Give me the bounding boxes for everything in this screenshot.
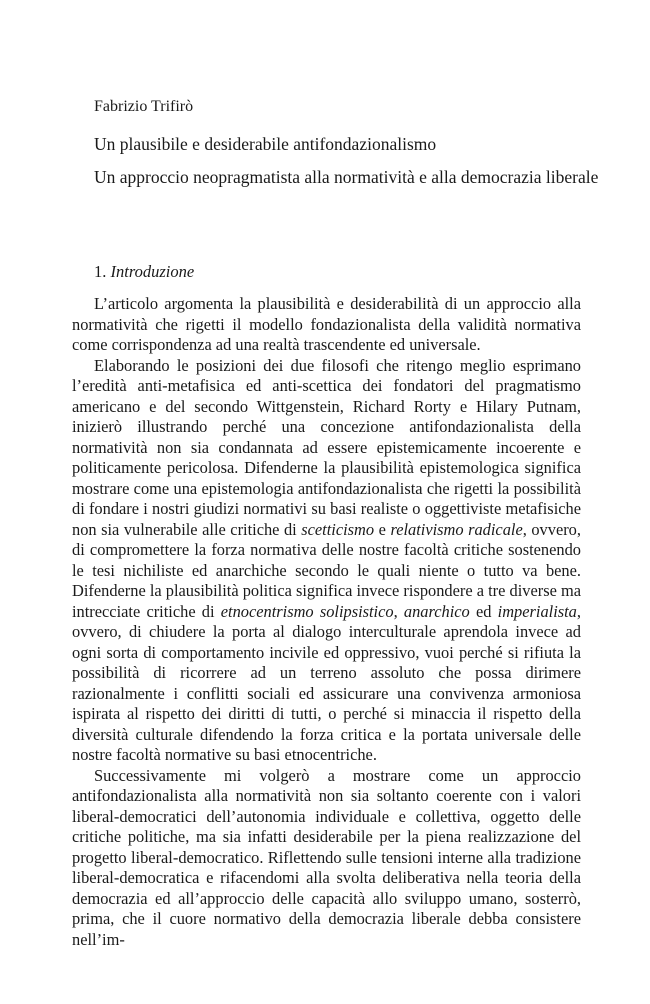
author-name: Fabrizio Trifirò — [94, 98, 194, 115]
article-title: Un plausibile e desiderabile antifondazionalismo — [94, 134, 437, 154]
emphasis-imperialista: imperialista — [497, 601, 577, 621]
emphasis-scetticismo: scetticismo — [301, 519, 375, 539]
paragraph-2-text: , — [393, 601, 404, 621]
paragraph-1: L’articolo argomenta la plausibilità e desiderabilità di un approccio alla normatività che rigetti il modello fondazionalista della validità normativa come corrispondenza ad una realtà trascendente ed universale. — [72, 294, 581, 354]
article-subtitle: Un approccio neopragmatista alla normatività e alla democrazia liberale — [94, 167, 599, 187]
paragraph-2 — [72, 356, 581, 766]
section-heading — [94, 262, 194, 282]
paragraph-2-text: e — [374, 519, 391, 539]
body-text — [72, 294, 581, 950]
emphasis-anarchico: anarchico — [403, 601, 470, 621]
section-name: Introduzione — [110, 262, 195, 281]
emphasis-etnocentrismo: etnocentrismo solipsistico — [220, 601, 394, 621]
paragraph-2-text: Elaborando le posizioni dei due filosofi che ritengo meglio esprimano l’eredità anti-metafisica ed anti-scettica dei fondatori del pragmatismo americano e del secondo Wittgenstein, Richard Rorty e Hilary Putnam, inizierò illustrando perché una concezione antifondazionalista della normatività non sia condannata ad essere epistemicamente incoerente e politicamente pericolosa. Difenderne la plausibilità epistemologica significa mostrare come una epistemologia antifondazionalista che rigetti la possibilità di fondare i nostri giudizi normativi su basi realiste o oggettiviste metafisiche non sia vulnerabile alle critiche di — [72, 355, 581, 539]
paragraph-3: Successivamente mi volgerò a mostrare come un approccio antifondazionalista alla normatività non sia soltanto coerente con i valori liberal-democratici dell’autonomia individuale e collettiva, oggetto delle critiche politiche, ma sia infatti desiderabile per la piena realizzazione del progetto liberal-democratico. Riflettendo sulle tensioni interne alla tradizione liberal-democratica e rifacendomi alla svolta deliberativa nella teoria della democrazia ed all’approccio delle capacità allo sviluppo umano, sosterrò, prima, che il cuore normativo della democrazia liberale debba consistere nell’im- — [72, 765, 581, 949]
paragraph-2-text: ed — [469, 601, 498, 621]
paragraph-2-text: , ovvero, di compromettere la forza normativa delle nostre facoltà critiche sostenendo le tesi nichiliste ed anarchiche secondo le quali niente o tutto va bene. Difenderne la plausibilità politica significa invece rispondere a tre diverse ma intrecciate critiche di — [72, 519, 581, 621]
section-number: 1. — [94, 262, 107, 281]
paragraph-2-text: , ovvero, di chiudere la porta al dialogo interculturale aprendola invece ad ogni sorta di comportamento incivile ed oppressivo, vuoi perché si rifiuta la possibilità di ricorrere ad un terreno assoluto che possa dirimere razionalmente i conflitti sociali ed assicurare una convivenza armoniosa ispirata al rispetto dei diritti di tutti, o perché si minaccia il rispetto della diversità culturale difendendo la forza critica e la portata universale delle nostre facoltà normative su basi etnocentriche. — [72, 601, 581, 764]
emphasis-relativismo: relativismo radicale — [390, 519, 523, 539]
